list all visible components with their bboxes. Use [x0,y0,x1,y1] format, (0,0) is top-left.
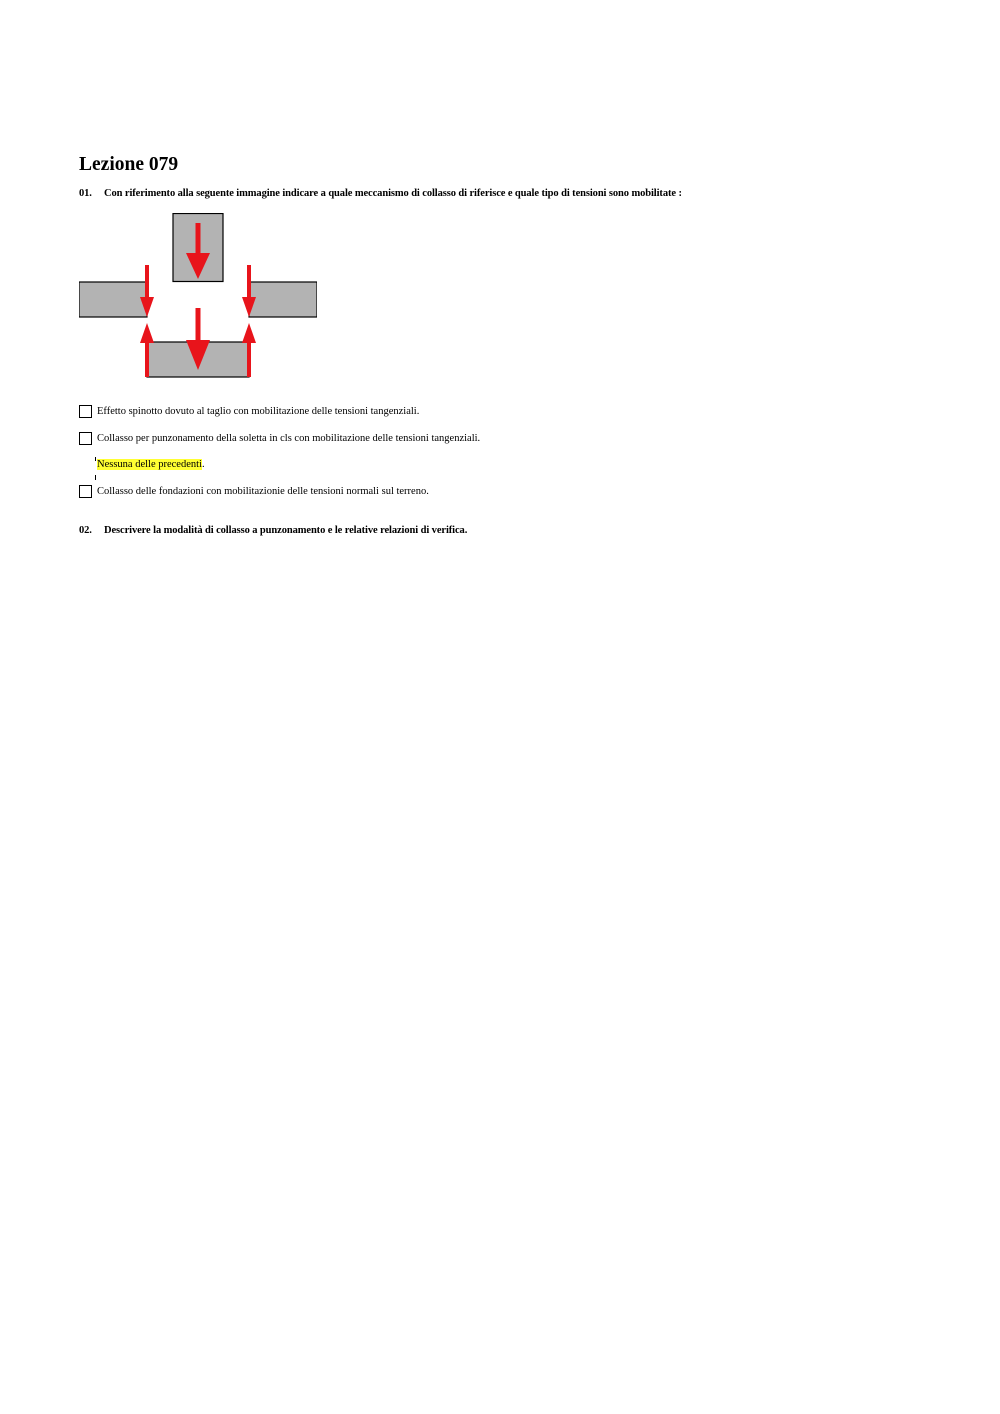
left-slab-block [79,282,147,317]
answer-checkbox[interactable] [79,405,92,418]
answer-option-text: Collasso delle fondazioni con mobilitazionie delle tensioni normali sul terreno. [97,486,429,497]
question-text: Con riferimento alla seguente immagine indicare a quale meccanismo di collasso di riferisce e quale tipo di tensioni sono mobilitate : [104,188,682,199]
right-slab-block [249,282,317,317]
punching-shear-diagram [79,213,317,379]
question-02 [79,525,467,536]
selection-mark-top [95,457,96,461]
highlighted-answer: Nessuna delle precedenti [97,459,202,470]
answer-option-text [97,458,205,471]
lesson-title: Lezione 079 [79,154,179,175]
question-01 [79,188,682,199]
selection-mark-bottom [95,475,96,480]
question-number: 02. [79,525,92,536]
answer-checkbox[interactable] [79,432,92,445]
question-text: Descrivere la modalità di collasso a punzonamento e le relative relazioni di verifica. [104,525,468,536]
question-number: 01. [79,188,92,199]
answer-suffix: . [201,459,205,470]
answer-option-text: Collasso per punzonamento della soletta in cls con mobilitazione delle tensioni tangenziali. [97,433,481,444]
answer-option-text: Effetto spinotto dovuto al taglio con mobilitazione delle tensioni tangenziali. [97,406,420,417]
answer-checkbox[interactable] [79,485,92,498]
